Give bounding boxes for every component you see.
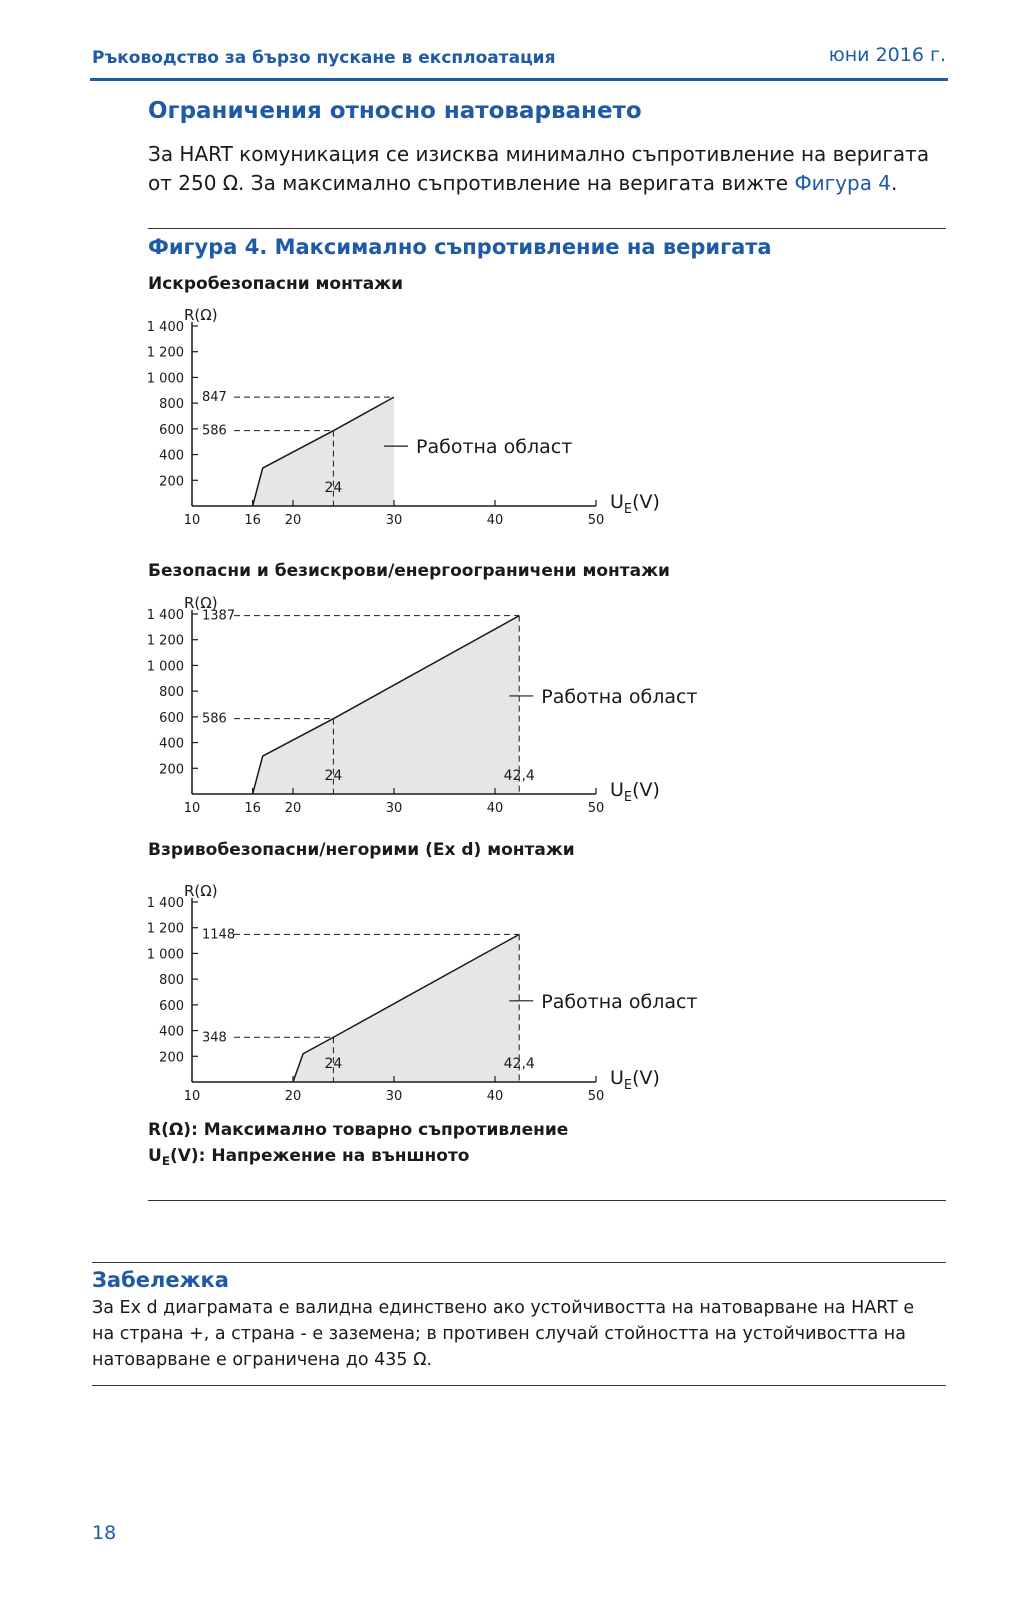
y-tick-label: 400: [159, 1024, 184, 1040]
x-reference-label: 42,4: [503, 768, 535, 784]
y-reference-label: 586: [202, 423, 227, 439]
y-axis-label: R(Ω): [184, 594, 218, 612]
y-tick-label: 1 000: [146, 371, 184, 387]
header-date: юни 2016 г.: [828, 44, 946, 66]
operating-region-fill: [253, 397, 394, 506]
x-tick-label: 50: [587, 513, 605, 528]
chart-1-title: Искробезопасни монтажи: [148, 274, 403, 294]
y-tick-label: 1 400: [146, 320, 184, 335]
chart-3-title: Взривобезопасни/негорими (Ex d) монтажи: [148, 840, 575, 860]
y-reference-label: 348: [202, 1030, 227, 1046]
legend-r: R(Ω): Максимално товарно съпротивление: [148, 1120, 569, 1140]
intro-end: .: [891, 171, 898, 195]
y-tick-label: 200: [159, 474, 184, 490]
x-tick-label: 16: [244, 801, 261, 816]
y-tick-label: 200: [159, 762, 184, 778]
region-label: Работна област: [541, 990, 698, 1013]
y-tick-label: 600: [159, 710, 184, 726]
x-axis-label: $U_E(V)$: [610, 1067, 660, 1093]
x-tick-label: 30: [385, 801, 403, 816]
y-tick-label: 1 200: [146, 633, 184, 649]
chart-intrinsically-safe: [130, 300, 690, 540]
note-body: За Ex d диаграмата е валидна единствено ако устойчивостта на натоварване на HART е на страна +, а страна - е заземена; в противен случай стойността на устойчивостта на натоварване е ограничена до 435 Ω.: [92, 1298, 915, 1370]
x-tick-label: 50: [587, 801, 605, 816]
region-label: Работна област: [416, 436, 573, 459]
x-tick-label: 10: [183, 1089, 201, 1104]
x-tick-label: 16: [244, 513, 261, 528]
region-label: Работна област: [541, 685, 698, 708]
legend-u-prefix: U: [148, 1146, 162, 1166]
chart-explosion-proof: [130, 876, 698, 1116]
y-reference-label: 847: [202, 390, 227, 406]
y-axis-label: R(Ω): [184, 306, 218, 324]
x-reference-label: 24: [324, 480, 343, 496]
chart-2-title: Безопасни и безискрови/енергоограничени монтажи: [148, 561, 670, 581]
y-axis-label: R(Ω): [184, 882, 218, 900]
y-tick-label: 800: [159, 397, 184, 413]
section-title: Ограничения относно натоварването: [148, 98, 642, 124]
intro-paragraph: [148, 140, 948, 198]
y-reference-label: 586: [202, 711, 227, 727]
x-tick-label: 10: [183, 801, 201, 816]
y-tick-label: 400: [159, 736, 184, 752]
note-bottom-rule: [92, 1385, 946, 1386]
x-tick-label: 50: [587, 1089, 605, 1104]
x-tick-label: 40: [486, 513, 504, 528]
x-axis-label: $U_E(V)$: [610, 491, 660, 517]
y-reference-label: 1387: [202, 608, 236, 624]
y-tick-label: 800: [159, 973, 184, 989]
y-tick-label: 1 400: [146, 608, 184, 623]
x-tick-label: 30: [385, 1089, 403, 1104]
figure-title: Фигура 4. Максимално съпротивление на веригата: [148, 235, 772, 259]
note-heading: Забележка: [92, 1268, 229, 1292]
x-reference-label: 24: [324, 768, 343, 784]
x-tick-label: 40: [486, 801, 504, 816]
legend-u-sub: E: [161, 1154, 170, 1169]
y-tick-label: 1 400: [146, 896, 184, 911]
y-tick-label: 1 200: [146, 345, 184, 361]
y-tick-label: 600: [159, 422, 184, 438]
x-tick-label: 30: [385, 513, 403, 528]
figure-top-rule: [148, 228, 946, 229]
header-title: Ръководство за бързо пускане в експлоатация: [92, 48, 556, 68]
figure-bottom-rule: [148, 1200, 946, 1201]
y-tick-label: 1 200: [146, 921, 184, 937]
y-tick-label: 600: [159, 998, 184, 1014]
intro-text: За HART комуникация се изисква минимално съпротивление на веригата от 250 Ω. За максимално съпротивление на веригата вижте: [148, 142, 930, 195]
x-tick-label: 20: [284, 801, 302, 816]
x-tick-label: 10: [183, 513, 201, 528]
x-axis-label: $U_E(V)$: [610, 779, 660, 805]
x-reference-label: 42,4: [503, 1056, 535, 1072]
y-tick-label: 200: [159, 1050, 184, 1066]
legend-u-rest: (V): Напрежение на външното: [169, 1146, 470, 1166]
y-tick-label: 1 000: [146, 659, 184, 675]
y-tick-label: 800: [159, 685, 184, 701]
chart-nonincendive: [130, 588, 698, 828]
y-tick-label: 400: [159, 448, 184, 464]
note-top-rule: [92, 1262, 946, 1263]
legend-u: [148, 1146, 470, 1169]
x-reference-label: 24: [324, 1056, 343, 1072]
x-tick-label: 40: [486, 1089, 504, 1104]
x-tick-label: 20: [284, 1089, 302, 1104]
x-tick-label: 20: [284, 513, 302, 528]
y-reference-label: 1148: [202, 927, 236, 943]
page-number: 18: [92, 1522, 117, 1544]
y-tick-label: 1 000: [146, 947, 184, 963]
figure-link[interactable]: Фигура 4: [794, 171, 892, 195]
operating-region-fill: [253, 616, 520, 794]
header-rule: [90, 78, 948, 81]
